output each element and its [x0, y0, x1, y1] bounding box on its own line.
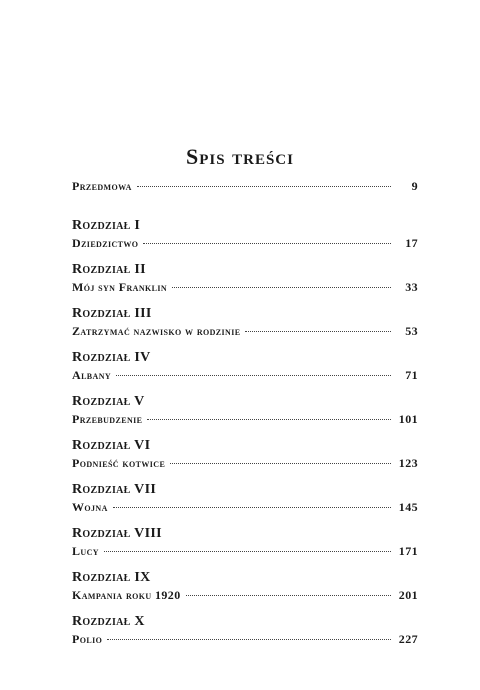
- toc-entry: [72, 367, 418, 384]
- toc-entry: [72, 587, 418, 604]
- dot-leader: [116, 375, 391, 376]
- toc-entry: [72, 235, 418, 252]
- chapter-title: Mój syn Franklin: [72, 280, 168, 294]
- page-number: 17: [405, 236, 418, 250]
- toc-chapter-2: [72, 261, 418, 296]
- toc-entry: [72, 279, 418, 296]
- page-number: 53: [405, 324, 418, 338]
- chapter-heading: Rozdział VI: [72, 438, 151, 453]
- chapter-title: Podnieść kotwice: [72, 456, 166, 470]
- page-number: 171: [398, 544, 418, 558]
- dot-leader: [107, 639, 391, 640]
- dot-leader: [113, 507, 391, 508]
- chapter-title: Zatrzymać nazwisko w rodzinie: [72, 324, 241, 338]
- chapter-heading: Rozdział V: [72, 394, 145, 409]
- chapter-title: Dziedzictwo: [72, 236, 139, 250]
- page-number: 33: [405, 280, 418, 294]
- page-number: 71: [405, 368, 418, 382]
- page-number: 123: [398, 456, 418, 470]
- chapter-title: Kampania roku 1920: [72, 588, 181, 602]
- dot-leader: [172, 287, 391, 288]
- entry-label: Przedmowa: [72, 179, 132, 193]
- toc-entry: [72, 499, 418, 516]
- chapter-title: Albany: [72, 368, 112, 382]
- chapter-title: Lucy: [72, 544, 99, 558]
- dot-leader: [104, 551, 391, 552]
- chapter-heading: Rozdział I: [72, 218, 141, 233]
- toc-chapter-7: [72, 481, 418, 516]
- page-title: Spis treści: [186, 144, 294, 169]
- toc-entry-preface: [72, 178, 418, 195]
- toc-entry: [72, 543, 418, 560]
- chapter-heading: Rozdział II: [72, 262, 146, 277]
- chapter-title: Przebudzenie: [72, 412, 143, 426]
- chapter-title: Polio: [72, 632, 103, 646]
- dot-leader: [186, 595, 391, 596]
- dot-leader: [143, 243, 391, 244]
- chapter-heading: Rozdział VIII: [72, 526, 162, 541]
- chapter-heading: Rozdział VII: [72, 482, 157, 497]
- toc-chapter-9: [72, 569, 418, 604]
- page-number: 201: [398, 588, 418, 602]
- toc-chapter-1: [72, 217, 418, 252]
- toc-chapter-6: [72, 437, 418, 472]
- dot-leader: [147, 419, 391, 420]
- toc-entry: [72, 631, 418, 648]
- page-number: 9: [411, 179, 418, 193]
- dot-leader: [245, 331, 391, 332]
- chapter-heading: Rozdział IV: [72, 350, 151, 365]
- toc-chapter-3: [72, 305, 418, 340]
- chapter-title: Wojna: [72, 500, 108, 514]
- page-number: 101: [398, 412, 418, 426]
- chapter-heading: Rozdział X: [72, 614, 145, 629]
- toc-entry: [72, 411, 418, 428]
- toc-chapter-8: [72, 525, 418, 560]
- toc-chapter-5: [72, 393, 418, 428]
- chapter-heading: Rozdział III: [72, 306, 152, 321]
- toc-chapter-10: [72, 613, 418, 648]
- dot-leader: [170, 463, 391, 464]
- dot-leader: [137, 186, 391, 187]
- toc-chapter-4: [72, 349, 418, 384]
- page-number: 145: [398, 500, 418, 514]
- toc-entry: [72, 323, 418, 340]
- page-number: 227: [398, 632, 418, 646]
- chapter-heading: Rozdział IX: [72, 570, 151, 585]
- table-of-contents: [72, 178, 418, 657]
- toc-entry: [72, 455, 418, 472]
